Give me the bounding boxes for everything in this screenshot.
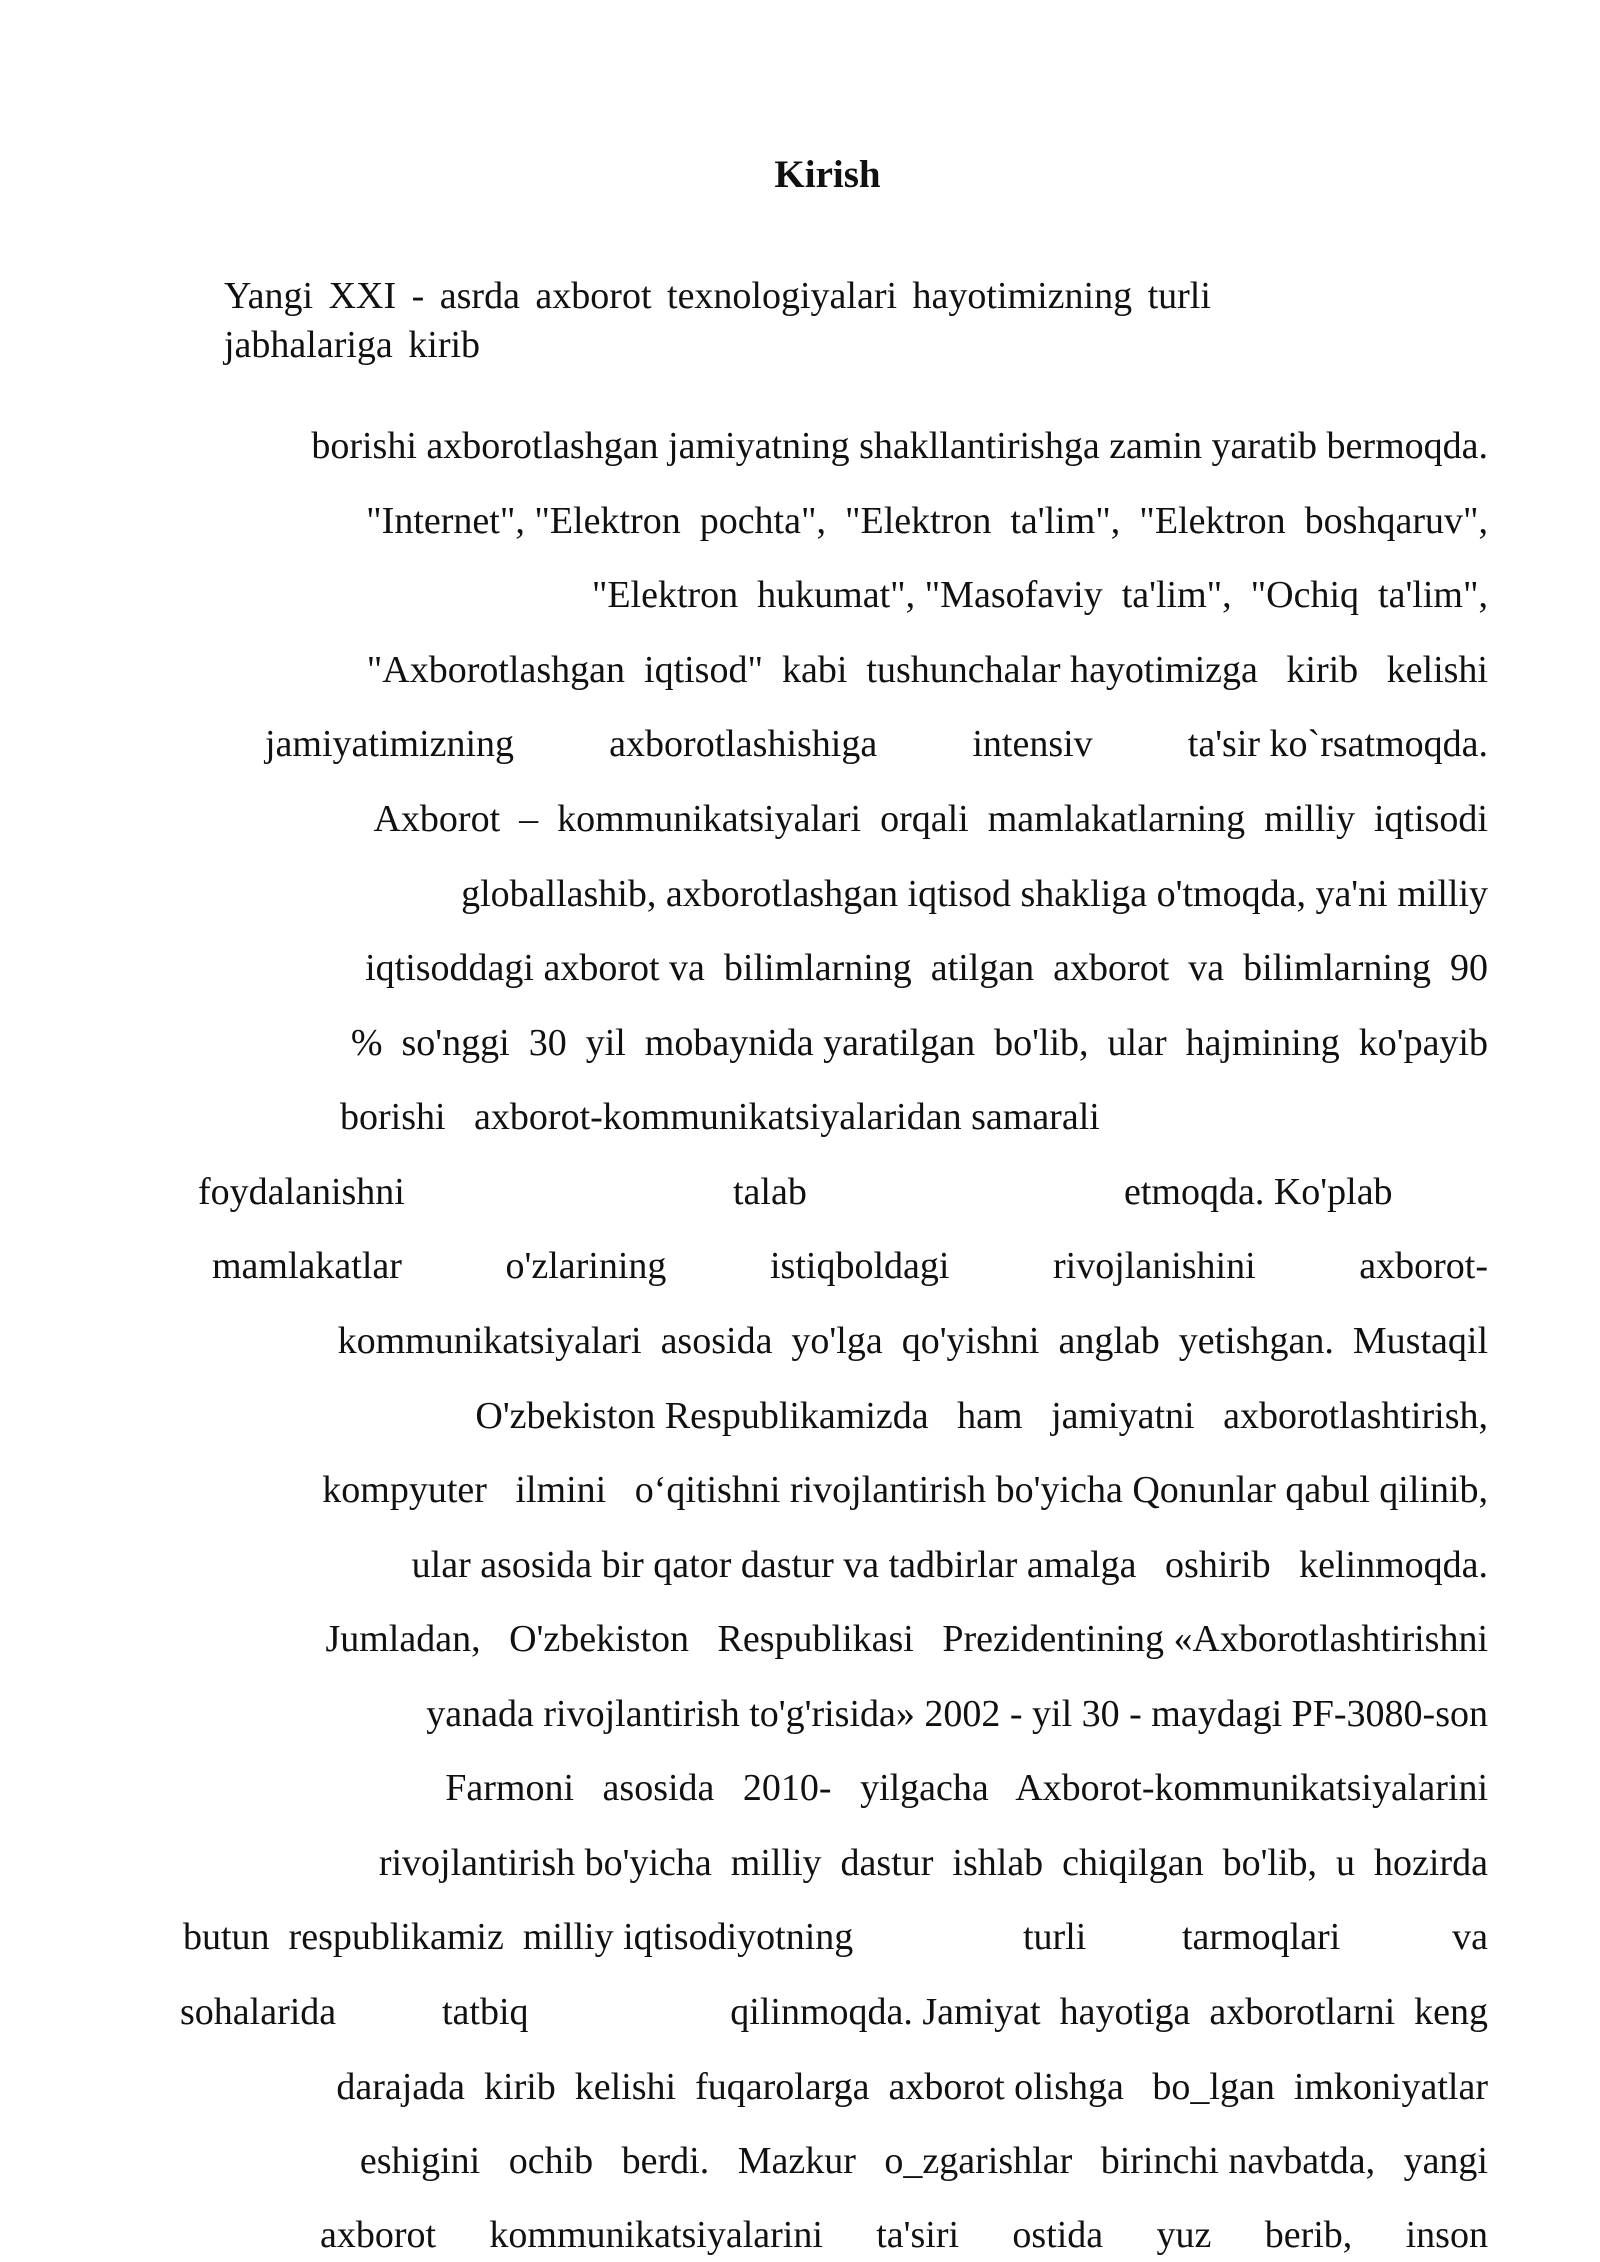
text-segment: istiqboldagi	[769, 1245, 950, 1287]
text-segment: kommunikatsiyalarini	[489, 2214, 823, 2256]
text-line-2	[150, 496, 1488, 546]
text-segment: Jumladan, O'zbekiston Respublikasi Prezidentining «Axborotlashtirishni	[325, 1618, 1488, 1660]
text-segment: "Internet", "Elektron pochta", "Elektron ta'lim", "Elektron boshqaruv",	[366, 500, 1488, 542]
text-segment: yanada rivojlantirish to'g'risida» 2002 - yil 30 - maydagi PF-3080-son	[426, 1693, 1488, 1735]
text-segment: axborotlashishiga	[609, 723, 878, 765]
text-segment: va	[1452, 1916, 1488, 1958]
text-segment: inson	[1405, 2214, 1488, 2256]
text-segment: Axborot – kommunikatsiyalari orqali mamlakatlarning milliy iqtisodi	[373, 798, 1488, 840]
text-line-25	[320, 2210, 1488, 2260]
text-line-15	[150, 1465, 1488, 1515]
text-segment: "Axborotlashgan iqtisod" kabi tushunchalar hayotimizga kirib kelishi	[366, 649, 1488, 691]
text-segment: ostida	[1012, 2214, 1104, 2256]
text-segment: eshigini ochib berdi. Mazkur o_zgarishlar birinchi navbatda, yangi	[359, 2140, 1488, 2182]
text-segment: % so'nggi 30 yil mobaynida yaratilgan bo'lib, ular hajmining ko'payib	[350, 1022, 1488, 1064]
text-segment: etmoqda. Ko'plab	[1124, 1171, 1393, 1213]
text-line-7	[150, 869, 1488, 919]
text-segment: foydalanishni	[198, 1171, 405, 1213]
text-line-23	[150, 2062, 1488, 2112]
text-segment: borishi axborotlashgan jamiyatning shakllantirishga zamin yaratib bermoqda.	[311, 425, 1488, 467]
text-segment: globallashib, axborotlashgan iqtisod shakliga o'tmoqda, ya'ni milliy	[461, 873, 1488, 915]
text-line-21	[150, 1912, 1488, 1962]
text-line-10	[340, 1092, 1488, 1142]
text-segment: darajada kirib kelishi fuqarolarga axborot olishga bo_lgan imkoniyatlar	[336, 2066, 1488, 2108]
text-segment: "Elektron hukumat", "Masofaviy ta'lim", "Ochiq ta'lim",	[591, 574, 1488, 616]
text-line-3	[150, 570, 1488, 620]
text-segment: O'zbekiston Respublikamizda ham jamiyatni axborotlashtirish,	[475, 1395, 1488, 1437]
text-segment: mamlakatlar	[212, 1245, 402, 1287]
intro-paragraph: Yangi XXI - asrda axborot texnologiyalari hayotimizning turli jabhalariga kirib	[224, 275, 1211, 366]
text-segment: rivojlanishini	[1053, 1245, 1256, 1287]
text-segment: iqtisoddagi axborot va bilimlarning atilgan axborot va bilimlarning 90	[365, 947, 1488, 989]
text-line-12	[212, 1241, 1488, 1291]
text-line-24	[150, 2136, 1488, 2186]
text-segment: jamiyatimizning	[265, 723, 515, 765]
text-line-5	[265, 719, 1488, 769]
text-line-13	[150, 1316, 1488, 1366]
text-segment: Farmoni asosida 2010- yilgacha Axborot-kommunikatsiyalarini	[445, 1767, 1488, 1809]
text-segment: ta'sir ko`rsatmoqda.	[1187, 723, 1488, 765]
text-segment: intensiv	[972, 723, 1093, 765]
text-segment: sohalarida	[180, 1991, 337, 2033]
text-line-17	[150, 1614, 1488, 1664]
text-line-19	[150, 1763, 1488, 1813]
text-segment: o'zlarining	[505, 1245, 667, 1287]
text-line-18	[150, 1689, 1488, 1739]
text-line-1	[150, 421, 1488, 471]
text-segment: butun respublikamiz milliy iqtisodiyotning	[183, 1916, 854, 1958]
text-line-20	[150, 1838, 1488, 1888]
text-segment: qilinmoqda. Jamiyat hayotiga axborotlarni keng	[730, 1991, 1488, 2033]
text-segment: ular asosida bir qator dastur va tadbirlar amalga oshirib kelinmoqda.	[411, 1544, 1488, 1586]
text-segment: tatbiq	[442, 1991, 529, 2033]
text-segment: axborot-	[1359, 1245, 1488, 1287]
text-segment: talab	[733, 1171, 807, 1213]
text-segment: axborot	[320, 2214, 437, 2256]
text-segment: berib,	[1264, 2214, 1353, 2256]
text-segment: rivojlantirish bo'yicha milliy dastur ishlab chiqilgan bo'lib, u hozirda	[378, 1842, 1488, 1884]
text-line-4	[150, 645, 1488, 695]
text-line-8	[150, 943, 1488, 993]
text-line-16	[150, 1540, 1488, 1590]
text-segment: turli	[1023, 1916, 1087, 1958]
text-segment: tarmoqlari	[1182, 1916, 1341, 1958]
text-segment: ta'siri	[876, 2214, 960, 2256]
text-line-14	[150, 1391, 1488, 1441]
text-line-6	[150, 794, 1488, 844]
text-line-22	[150, 1987, 1488, 2037]
text-segment: borishi axborot-kommunikatsiyalaridan samarali	[340, 1096, 1100, 1138]
text-line-11	[150, 1167, 1488, 1217]
text-segment: kompyuter ilmini o‘qitishni rivojlantirish bo'yicha Qonunlar qabul qilinib,	[322, 1469, 1488, 1511]
text-segment: yuz	[1156, 2214, 1212, 2256]
page-title: Kirish	[774, 153, 881, 196]
text-line-9	[150, 1018, 1488, 1068]
text-segment: kommunikatsiyalari asosida yo'lga qo'yishni anglab yetishgan. Mustaqil	[337, 1320, 1488, 1362]
